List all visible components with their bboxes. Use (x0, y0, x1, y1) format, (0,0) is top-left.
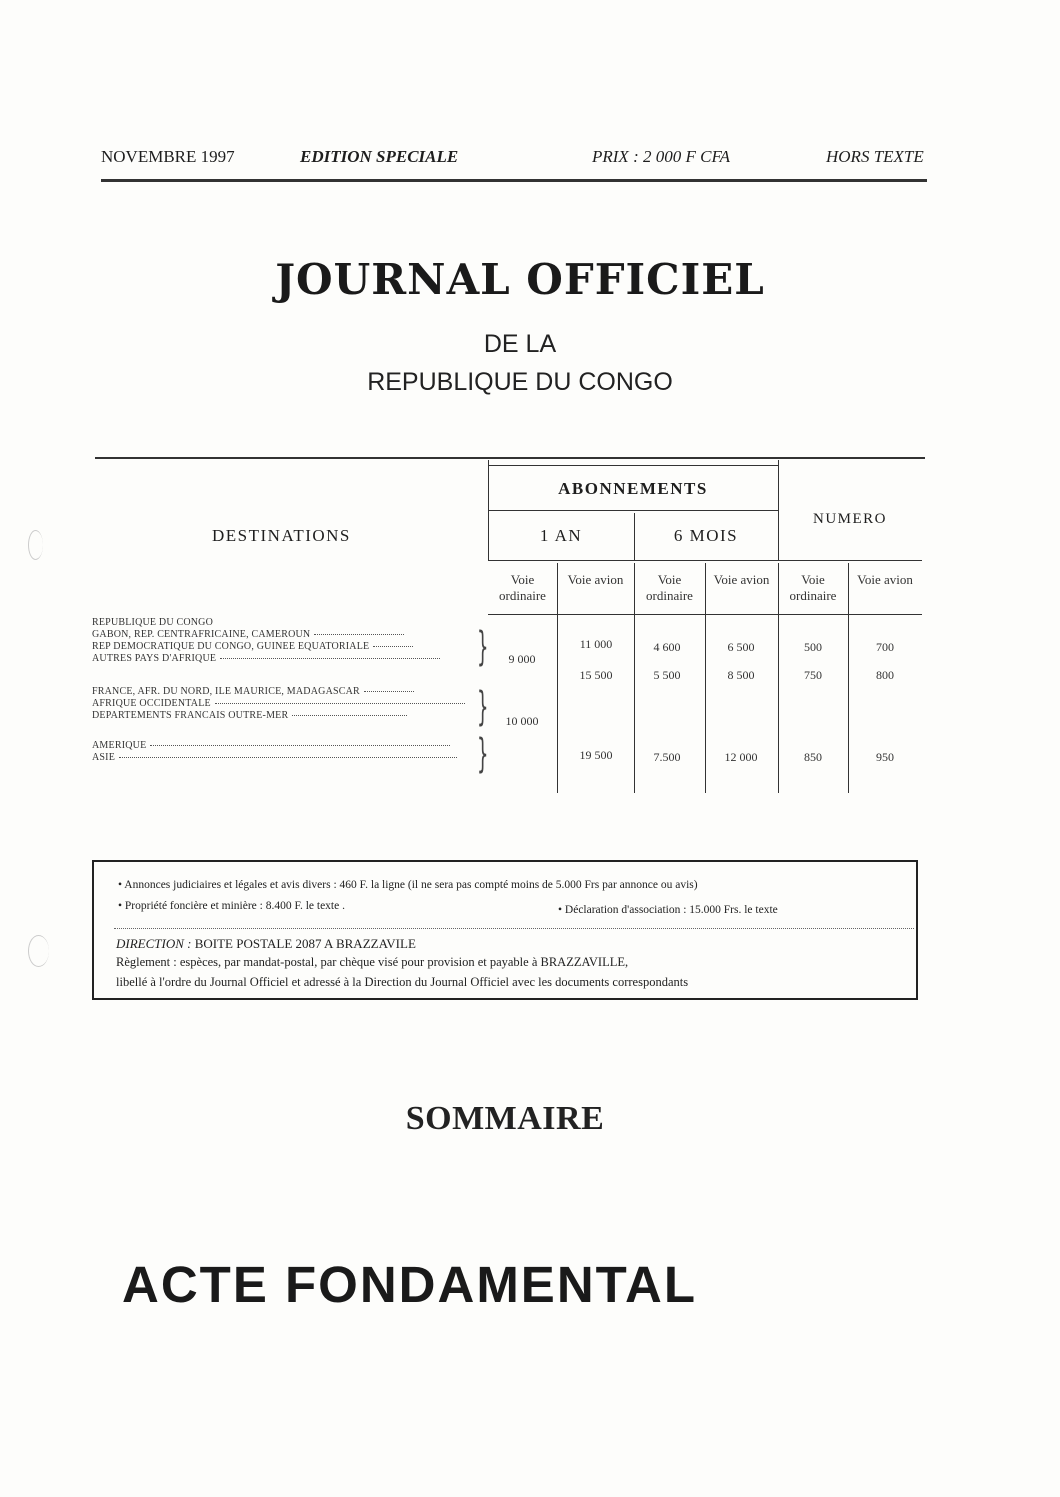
punch-hole-mark (28, 935, 49, 967)
sommaire-heading: SOMMAIRE (405, 1100, 605, 1137)
price-cell: 800 (876, 668, 894, 682)
destinations-header: DESTINATIONS (212, 526, 351, 545)
price-cell: 10 000 (505, 714, 539, 728)
destination-line: AFRIQUE OCCIDENTALE (92, 698, 465, 710)
voie-ordinaire-header: Voie ordinaire (646, 572, 693, 603)
price-cell: 19 500 (579, 748, 613, 762)
header-rule (101, 179, 927, 182)
price-cell: 9 000 (508, 652, 536, 666)
destination-line: REPUBLIQUE DU CONGO (92, 617, 214, 628)
table-divider (848, 563, 849, 793)
voie-ordinaire-header: Voie ordinaire (499, 572, 546, 603)
masthead-line-2: REPUBLIQUE DU CONGO (367, 368, 673, 396)
price-cell: 4 600 (653, 640, 681, 654)
price-cell: 6 500 (727, 640, 755, 654)
price-cell: 11 000 (579, 637, 613, 651)
price-cell: 5 500 (653, 668, 681, 682)
price-label: PRIX : 2 000 F CFA (592, 147, 731, 166)
masthead-line-1: DE LA (483, 330, 557, 358)
notice-reglement: Règlement : espèces, par mandat-postal, par chèque visé pour provision et payable à BRAZZAVILLE, (116, 955, 629, 969)
table-rule (488, 510, 778, 511)
destination-line: ASIE (92, 752, 457, 764)
hors-texte-label: HORS TEXTE (826, 147, 924, 166)
issue-date: NOVEMBRE 1997 (101, 147, 235, 166)
journal-title: JOURNAL OFFICIEL (275, 255, 765, 304)
six-months-header: 6 MOIS (673, 526, 739, 545)
punch-hole-mark (28, 530, 43, 560)
pricing-notice-box (92, 860, 918, 1000)
one-year-header: 1 AN (539, 526, 583, 545)
notice-libelle: libellé à l'ordre du Journal Officiel et adressé à la Direction du Journal Officiel avec les documents correspondants (116, 975, 689, 989)
price-cell: 12 000 (724, 750, 758, 764)
price-cell: 850 (804, 750, 822, 764)
voie-avion-header: Voie avion (567, 572, 624, 587)
table-top-rule (95, 457, 925, 459)
brace: } (476, 731, 489, 777)
destination-line: DEPARTEMENTS FRANCAIS OUTRE-MER (92, 710, 407, 722)
table-rule (488, 465, 778, 466)
destination-line: GABON, REP. CENTRAFRICAINE, CAMEROUN (92, 629, 404, 641)
price-cell: 500 (804, 640, 822, 654)
destination-line: AUTRES PAYS D'AFRIQUE (92, 653, 440, 665)
price-cell: 700 (876, 640, 894, 654)
voie-ordinaire-header: Voie ordinaire (789, 572, 837, 603)
table-rule (488, 560, 922, 561)
destination-line: REP DEMOCRATIQUE DU CONGO, GUINEE EQUATORIALE (92, 641, 413, 653)
destination-line: FRANCE, AFR. DU NORD, ILE MAURICE, MADAGASCAR (92, 686, 414, 698)
notice-divider (114, 928, 914, 929)
voie-avion-header: Voie avion (713, 572, 770, 587)
notice-direction: DIRECTION : BOITE POSTALE 2087 A BRAZZAVILE (116, 936, 416, 951)
price-cell: 950 (876, 750, 894, 764)
price-cell: 750 (804, 668, 822, 682)
acte-fondamental-heading: ACTE FONDAMENTAL (122, 1256, 697, 1313)
brace: } (476, 684, 489, 730)
price-cell: 7.500 (653, 750, 681, 764)
table-divider (778, 460, 779, 560)
notice-line-association: • Déclaration d'association : 15.000 Frs. le texte (558, 904, 778, 916)
price-cell: 15 500 (579, 668, 613, 682)
brace: } (476, 624, 489, 670)
price-cell: 8 500 (727, 668, 755, 682)
table-divider (557, 563, 558, 793)
destination-line: AMERIQUE (92, 740, 450, 752)
edition-label: EDITION SPECIALE (300, 147, 459, 166)
abonnements-header: ABONNEMENTS (558, 479, 708, 498)
table-rule (488, 614, 922, 615)
notice-line-annonces: • Annonces judiciaires et légales et avis divers : 460 F. la ligne (il ne sera pas compté moins de 5.000 Frs par annonce ou avis) (118, 879, 698, 891)
notice-line-propriete: • Propriété foncière et minière : 8.400 F. le texte . (118, 900, 345, 912)
numero-header: NUMERO (812, 511, 887, 527)
voie-avion-header: Voie avion (857, 572, 913, 587)
